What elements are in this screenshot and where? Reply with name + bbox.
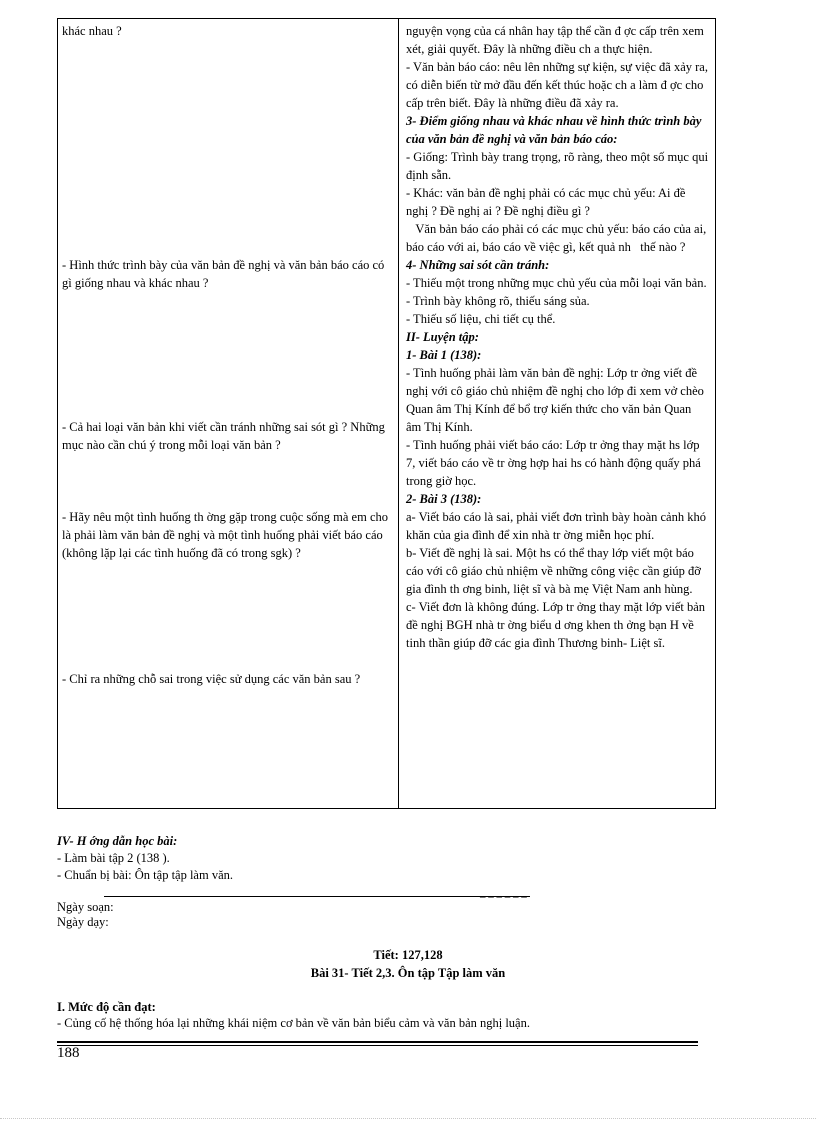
answer-paragraph: - Trình bày không rõ, thiếu sáng sủa. <box>406 294 590 308</box>
answer-block <box>406 22 709 652</box>
question-1: - Hình thức trình bày của văn bản đề nghị và văn bản báo cáo có gì giống nhau và khác nhau ? <box>62 258 385 290</box>
section-heading-3: 3- Điểm giống nhau và khác nhau về hình thức trình bày của văn bản đề nghị và văn bản báo cáo: <box>406 114 702 146</box>
separator-dash-tail: _ _ _ _ _ _ <box>480 887 527 899</box>
question-3: - Hãy nêu một tình huống th ờng gặp trong cuộc sống mà em cho là phải làm văn bản đề nghị và một tình huống phải viết báo cáo (không lặp lại các tình huống đã có trong sgk) ? <box>62 510 388 560</box>
section-iv-line-1: - Làm bài tập 2 (138 ). <box>57 851 170 865</box>
answer-paragraph: nguyện vọng của cá nhân hay tập thể cần đ ợc cấp trên xem xét, giải quyết. Đây là những điều ch a thực hiện. <box>406 24 704 56</box>
section-heading-4: 4- Những sai sót cần tránh: <box>406 258 550 272</box>
answer-paragraph: - Tình huống phải làm văn bản đề nghị: Lớp tr ởng viết đề nghị với cô giáo chủ nhiệm đề nghị cho lớp đi xem vở chèo Quan âm Thị Kính để bổ trợ kiến thức cho văn bản Quan âm Thị Kính. <box>406 366 704 434</box>
separator-line <box>104 896 530 897</box>
section-heading-luyen-tap: II- Luyện tập: <box>406 330 479 344</box>
question-4: - Chỉ ra những chỗ sai trong việc sử dụng các văn bản sau ? <box>62 672 361 686</box>
answer-paragraph: b- Viết đề nghị là sai. Một hs có thể thay lớp viết một báo cáo với cô giáo chủ nhiệm về những công việc cần giúp đỡ gia đình th ơng binh, liệt sĩ và bà mẹ Việt Nam anh hùng. <box>406 546 701 596</box>
section-i-line-1: - Củng cố hệ thống hóa lại những khái niệm cơ bản về văn bản biểu cảm và văn bản nghị luận. <box>57 1016 530 1030</box>
ngay-day-label: Ngày dạy: <box>57 915 109 929</box>
table-column-divider <box>398 18 399 809</box>
question-2: - Cả hai loại văn bản khi viết cần tránh những sai sót gì ? Những mục nào cần chú ý trong mỗi loại văn bản ? <box>62 420 385 452</box>
answer-paragraph: Văn bản báo cáo phải có các mục chủ yếu: báo cáo của ai, báo cáo với ai, báo cáo về việc gì, kết quả nh thế nào ? <box>406 222 710 254</box>
exercise-heading-1: 1- Bài 1 (138): <box>406 348 482 362</box>
answer-paragraph: - Khác: văn bản đề nghị phải có các mục chủ yếu: Ai đề nghị ? Đề nghị ai ? Đề nghị điều gì ? <box>406 186 686 218</box>
answer-paragraph: - Thiếu một trong những mục chủ yếu của mỗi loại văn bản. <box>406 276 707 290</box>
answer-paragraph: a- Viết báo cáo là sai, phải viết đơn trình bày hoàn cảnh khó khăn của gia đình để xin nhà tr ờng miễn học phí. <box>406 510 706 542</box>
answer-paragraph: c- Viết đơn là không đúng. Lớp tr ởng thay mặt lớp viết bản đề nghị BGH nhà tr ờng biểu d ơng khen th ởng bạn H về tinh thần giúp đỡ các gia đình Thương binh- Liệt sĩ. <box>406 600 706 650</box>
answer-paragraph: - Tình huống phải viết báo cáo: Lớp tr ởng thay mặt hs lớp 7, viết báo cáo về tr ờng hợp hai hs có hành động quấy phá trong giờ học. <box>406 438 701 488</box>
exercise-heading-2: 2- Bài 3 (138): <box>406 492 482 506</box>
page-bottom-dotted-line <box>0 1118 816 1119</box>
answer-paragraph: - Văn bản báo cáo: nêu lên những sự kiện, sự việc đã xảy ra, có diễn biến từ mở đầu đến kết thúc hoặc ch a làm đ ợc cho cấp trên biết. Đây là những điều đã xảy ra. <box>406 60 708 110</box>
section-iv-line-2: - Chuẩn bị bài: Ôn tập tập làm văn. <box>57 868 234 882</box>
footer-rule-thin <box>57 1045 698 1046</box>
question-0: khác nhau ? <box>62 24 122 38</box>
lesson-period: Tiết: 127,128 <box>373 948 443 962</box>
ngay-soan-label: Ngày soạn: <box>57 900 114 914</box>
lesson-title: Bài 31- Tiết 2,3. Ôn tập Tập làm văn <box>310 966 506 980</box>
footer-rule <box>57 1041 698 1043</box>
section-iv-heading: IV- H ớng dẫn học bài: <box>57 834 178 848</box>
section-i-heading: I. Mức độ cần đạt: <box>57 1000 156 1014</box>
page-number: 188 <box>57 1045 80 1061</box>
answer-paragraph: - Thiếu số liệu, chi tiết cụ thể. <box>406 312 556 326</box>
answer-paragraph: - Giống: Trình bày trang trọng, rõ ràng, theo một số mục qui định sẵn. <box>406 150 709 182</box>
